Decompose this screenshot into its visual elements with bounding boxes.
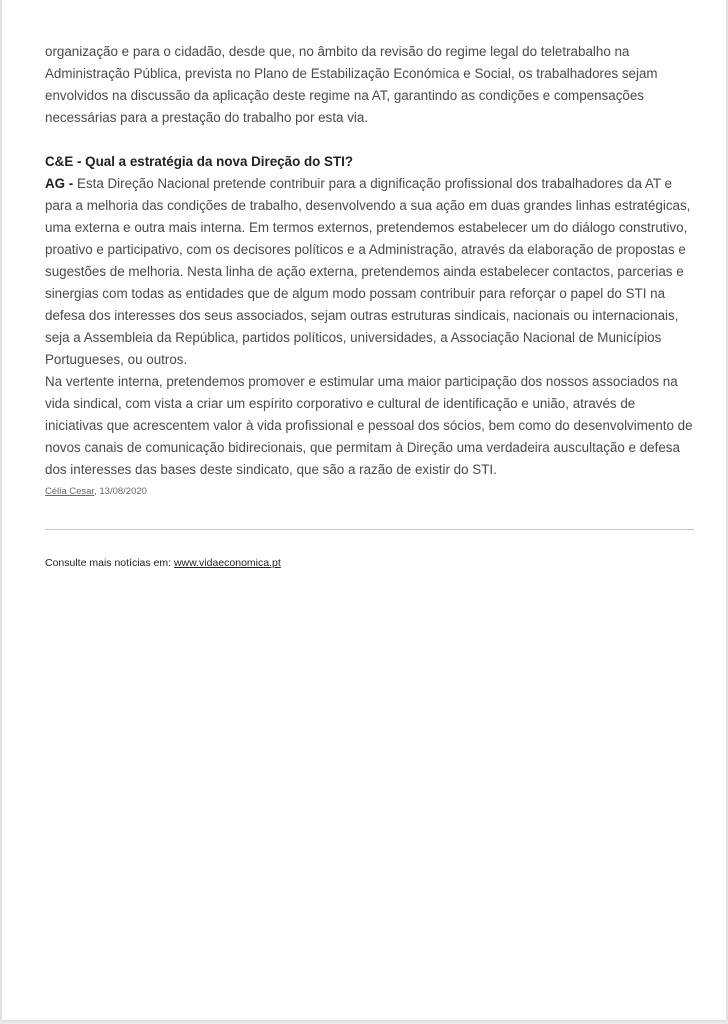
answer-label: AG - <box>45 176 74 191</box>
article-body <box>45 41 695 499</box>
byline <box>45 485 695 499</box>
answer-paragraph-internal: Na vertente interna, pretendemos promover e estimular uma maior participação dos nossos associados na vida sindical, com vista a criar um espírito corporativo e cultural de identificação e união, através de iniciativas que acrescentem valor à vida profissional e pessoal dos sócios, bem como do desenvolvimento de novos canais de comunicação bidirecionais, que permitam à Direção uma verdadeira auscultação e defesa dos interesses das bases deste sindicato, que são a razão de existir do STI. <box>45 374 693 477</box>
intro-paragraph: organização e para o cidadão, desde que, no âmbito da revisão do regime legal do teletrabalho na Administração Pública, prevista no Plano de Estabilização Económica e Social, os trabalhadores sejam envolvidos na discussão da aplicação deste regime na AT, garantindo as condições e compensações necessárias para a prestação do trabalho por esta via. <box>45 44 658 125</box>
footer <box>45 556 281 570</box>
website-link[interactable]: www.vidaeconomica.pt <box>173 557 281 569</box>
author-link[interactable]: Célia Cesar <box>45 486 95 497</box>
answer-text: Esta Direção Nacional pretende contribuir para a dignificação profissional dos trabalhadores da AT e para a melhoria das condições de trabalho, desenvolvendo a sua ação em duas grandes linhas estratégicas, uma externa e outra mais interna. Em termos externos, pretendemos estabelecer um do diálogo construtivo, proativo e participativo, com os decisores políticos e a Administração, através da elaboração de propostas e sugestões de melhoria. Nesta linha de ação externa, pretendemos ainda estabelecer contactos, parcerias e sinergias com todas as entidades que de algum modo possam contribuir para reforçar o papel do STI na defesa dos interesses dos seus associados, sejam outras estruturas sindicais, nacionais ou internacionais, seja a Assembleia da República, partidos políticos, universidades, a Associação Nacional de Municípios Portugueses, ou outros. <box>45 176 691 367</box>
footer-label: Consulte mais notícias em: <box>45 557 174 569</box>
publish-date: , 13/08/2020 <box>94 486 147 497</box>
answer-paragraph <box>45 173 695 371</box>
interview-question: C&E - Qual a estratégia da nova Direção do STI? <box>45 154 354 169</box>
document-page <box>2 0 726 1020</box>
divider <box>45 529 694 530</box>
